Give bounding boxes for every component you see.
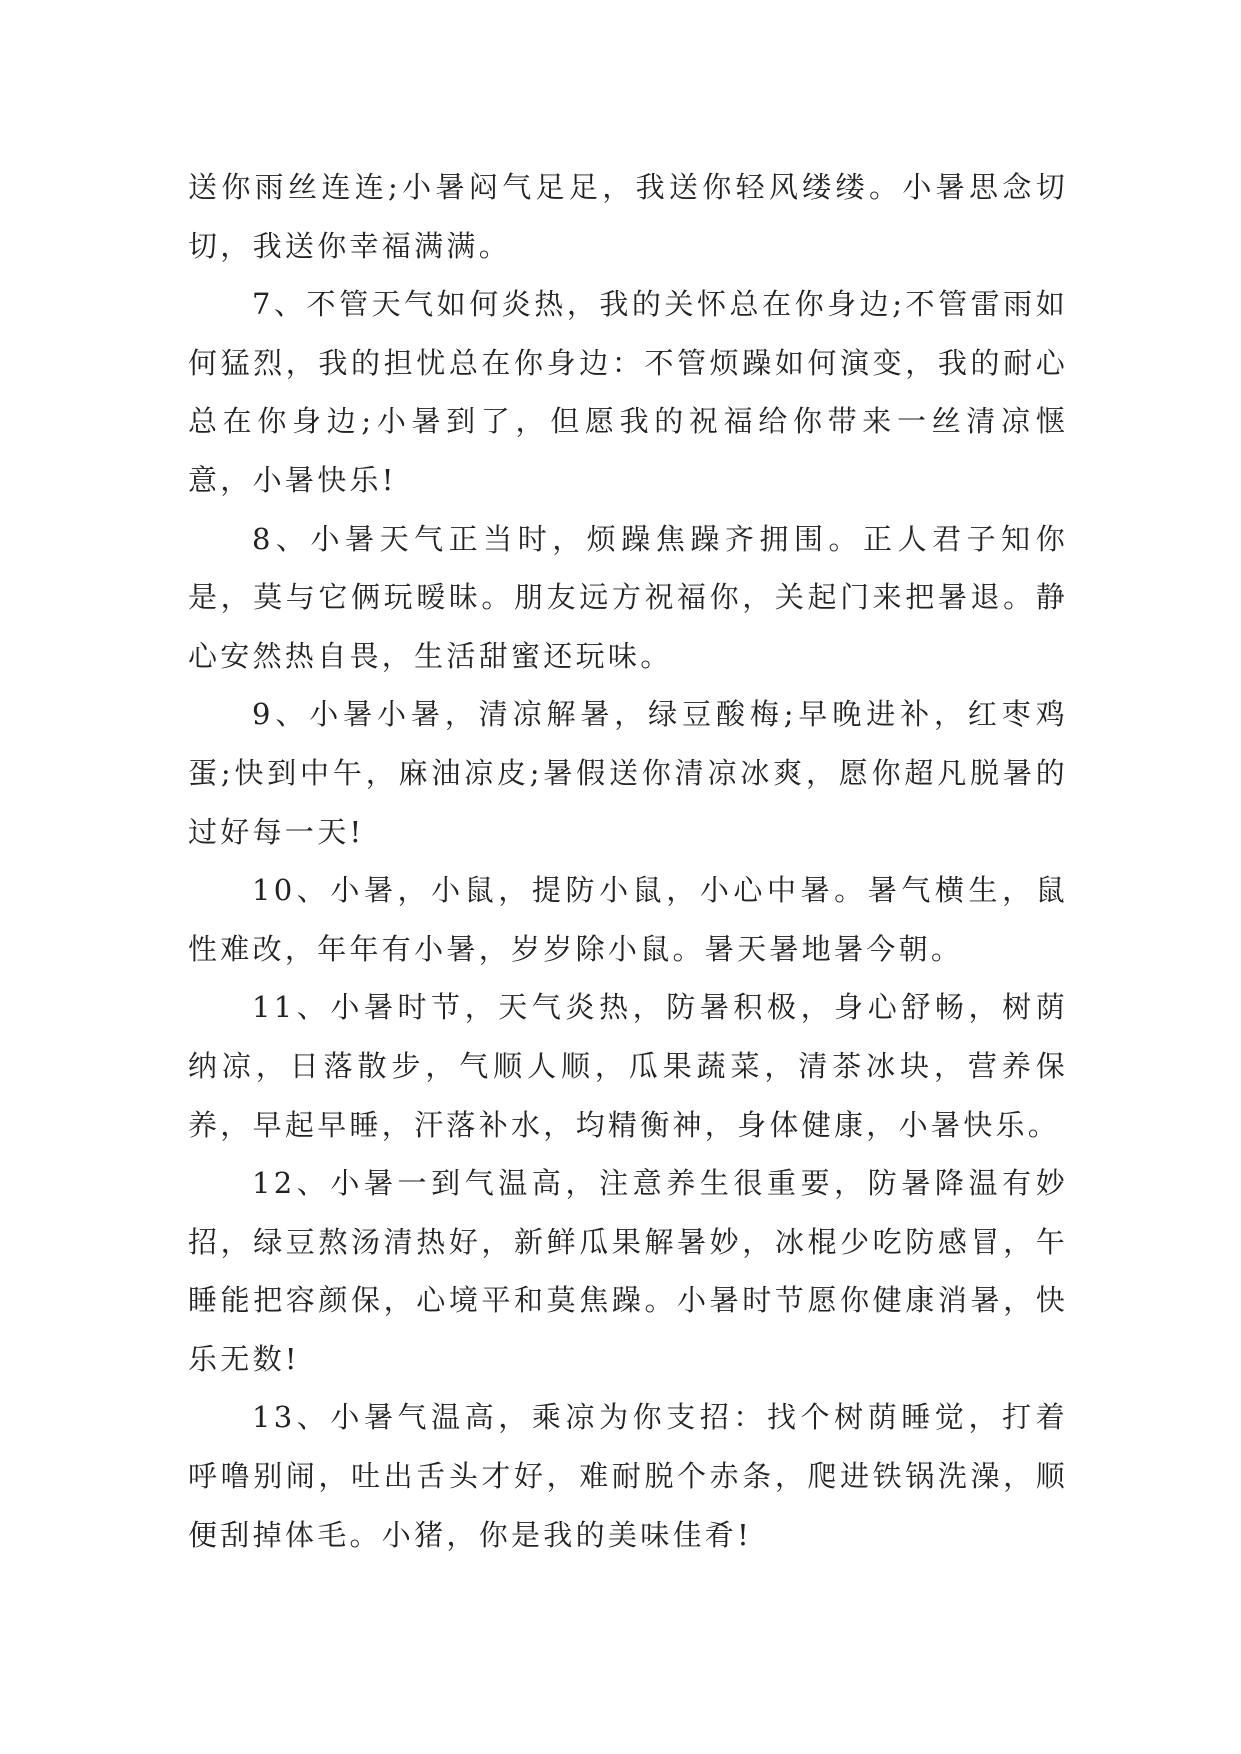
paragraph-8: 8、小暑天气正当时，烦躁焦躁齐拥围。正人君子知你是，莫与它俩玩暧昧。朋友远方祝福你，关起门来把暑退。静心安然热自畏，生活甜蜜还玩味。: [188, 521, 1068, 673]
paragraph-13: 13、小暑气温高，乘凉为你支招：找个树荫睡觉，打着呼噜别闹，吐出舌头才好，难耐脱个赤条，爬进铁锅洗澡，顺便刮掉体毛。小猪，你是我的美味佳肴!: [188, 1400, 1068, 1552]
paragraph-9: 9、小暑小暑，清凉解暑，绿豆酸梅;早晚进补，红枣鸡蛋;快到中午，麻油凉皮;暑假送你清凉冰爽，愿你超凡脱暑的过好每一天!: [188, 697, 1068, 849]
paragraph-7: 7、不管天气如何炎热，我的关怀总在你身边;不管雷雨如何猛烈，我的担忧总在你身边：不管烦躁如何演变，我的耐心总在你身边;小暑到了，但愿我的祝福给你带来一丝清凉惬意，小暑快乐!: [188, 287, 1068, 497]
paragraph-6-continued: 送你雨丝连连;小暑闷气足足，我送你轻风缕缕。小暑思念切切，我送你幸福满满。: [188, 170, 1068, 263]
paragraph-11: 11、小暑时节，天气炎热，防暑积极，身心舒畅，树荫纳凉，日落散步，气顺人顺，瓜果蔬菜，清茶冰块，营养保养，早起早睡，汗落补水，均精衡神，身体健康，小暑快乐。: [188, 990, 1068, 1142]
paragraph-10: 10、小暑，小鼠，提防小鼠，小心中暑。暑气横生，鼠性难改，年年有小暑，岁岁除小鼠。暑天暑地暑今朝。: [188, 873, 1068, 966]
paragraph-12: 12、小暑一到气温高，注意养生很重要，防暑降温有妙招，绿豆熬汤清热好，新鲜瓜果解暑妙，冰棍少吃防感冒，午睡能把容颜保，心境平和莫焦躁。小暑时节愿你健康消暑，快乐无数!: [188, 1166, 1068, 1376]
document-body: [188, 158, 1068, 1564]
